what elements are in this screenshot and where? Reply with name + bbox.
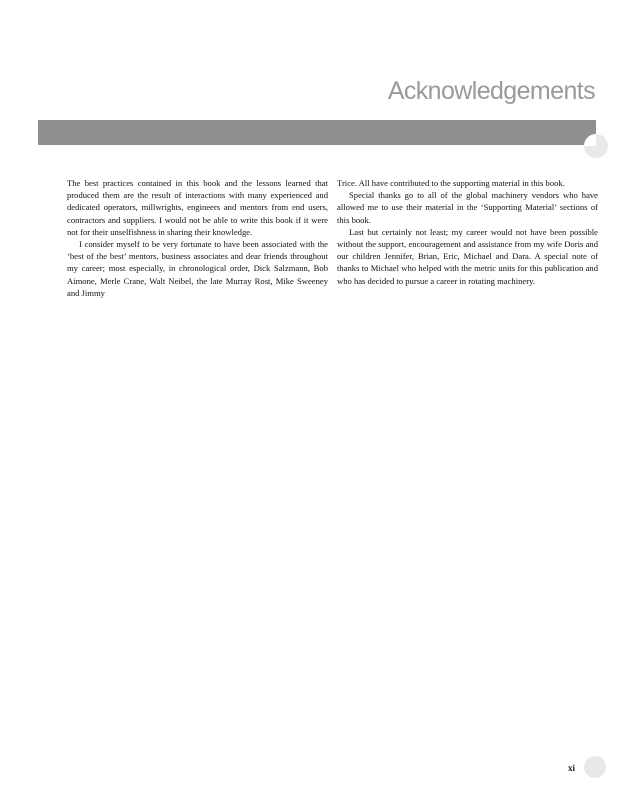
left-column [67, 177, 328, 299]
page-title: Acknowledgements [387, 77, 595, 105]
header-band [38, 120, 596, 145]
paragraph: Special thanks go to all of the global machinery vendors who have allowed me to use their material in the ‘Supporting Material’ sections of this book. [337, 190, 598, 225]
right-column [337, 177, 598, 287]
paragraph: Last but certainly not least; my career would not have been possible without the support, encouragement and assistance from my wife Doris and our children Jennifer, Brian, Eric, Michael and Dara. A special note of thanks to Michael who helped with the metric units for this publication and who has decided to pursue a career in rotating machinery. [337, 226, 598, 286]
footer-decorative-disc [584, 756, 606, 778]
paragraph: The best practices contained in this book and the lessons learned that produced them are the result of interactions with many experienced and dedicated operators, millwrights, engineers and mentors from end users, contractors and suppliers. I would not be able to write this book if it were not for their unselfishness in sharing their knowledge. [67, 178, 328, 237]
page-number: xi [568, 763, 576, 773]
paragraph: I consider myself to be very fortunate to have been associated with the ‘best of the best’ mentors, business associates and dear friends throughout my career; most especially, in chronological order, Dick Salzmann, Bob Aimone, Merle Crane, Walt Neibel, the late Murray Rost, Mike Sweeney and Jimmy [67, 239, 328, 298]
paragraph: Trice. All have contributed to the supporting material in this book. [337, 178, 565, 188]
header-decorative-disc [584, 134, 608, 158]
